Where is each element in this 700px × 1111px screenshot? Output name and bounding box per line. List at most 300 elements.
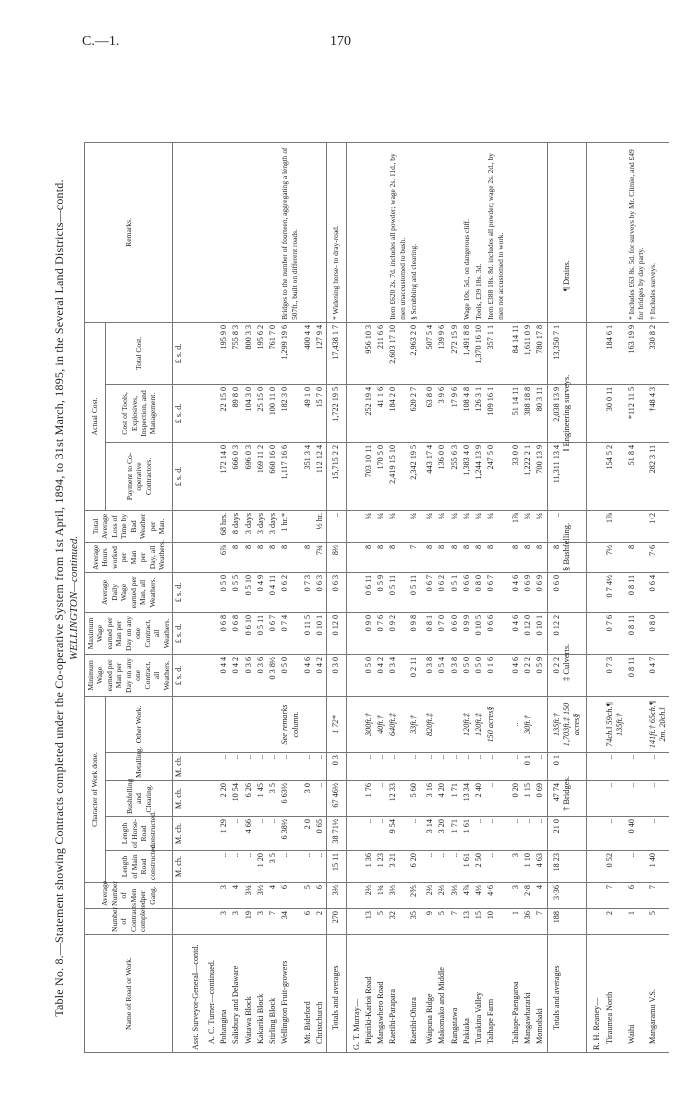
avg-hours: 8 <box>279 542 302 572</box>
totals-label: Totals and averages <box>547 935 587 1053</box>
men-count: 2⅗ <box>408 883 420 909</box>
total-cost: 800 3 3 <box>243 322 255 384</box>
payment: 172 14 0 <box>218 442 230 510</box>
tools-cost: 49 1 0 <box>302 384 314 442</box>
payment: 170 5 0 <box>375 442 387 510</box>
tools-cost: 109 16 1 <box>485 384 506 442</box>
avg-wage: 0 6 11 <box>363 572 375 612</box>
horse-road-length: .. <box>267 817 279 851</box>
other-work <box>314 696 327 752</box>
max-wage: 0 4 6 <box>506 612 522 654</box>
main-road-length: 3 <box>506 851 522 883</box>
max-wage: 0 10 1 <box>534 612 547 654</box>
avg-wage: 0 5 10 <box>243 572 255 612</box>
header-remarks: Remarks. <box>85 142 173 322</box>
avg-wage: 0 6 3 <box>314 572 327 612</box>
total-cost: 195 6 2 <box>255 322 267 384</box>
payment: 351 3 4 <box>302 442 314 510</box>
metal-length: .. <box>449 753 461 781</box>
table-row <box>485 142 506 1052</box>
horse-road-length: .. <box>534 817 547 851</box>
empty-cell <box>587 322 604 384</box>
tools-cost: 25 15 0 <box>255 384 267 442</box>
payment: 696 0 3 <box>243 442 255 510</box>
metal-length: .. <box>243 753 255 781</box>
men-count: 2⅔ <box>436 883 448 909</box>
contract-count: 2 <box>314 909 327 935</box>
units-row <box>173 142 186 1052</box>
time-loss: ¼ <box>420 510 436 542</box>
min-wage: 0 5 4 <box>436 654 448 696</box>
footnote-bushfelling: § Bushfelling. <box>561 522 571 571</box>
main-road-length: 6 20 <box>408 851 420 883</box>
other-work: 820ft.‡ <box>420 696 436 752</box>
avg-wage: 0 6 9 <box>534 572 547 612</box>
other-work <box>255 696 267 752</box>
max-wage: 0 6 8 <box>218 612 230 654</box>
bush-length: 10 54 <box>230 781 242 817</box>
min-wage: 0 5 0 <box>473 654 485 696</box>
totals-metal-length: 0 3 <box>327 753 346 781</box>
avg-hours: 8 <box>436 542 448 572</box>
horse-road-length: 9 54 <box>387 817 408 851</box>
contract-count: 7 <box>449 909 461 935</box>
empty-cell <box>202 322 218 384</box>
row-name: Taihape-Paengaroa <box>506 935 522 1053</box>
payment: 703 10 11 <box>363 442 375 510</box>
empty-cell <box>202 781 218 817</box>
bush-length: 1 76 <box>363 781 375 817</box>
tools-cost: 30 0 11 <box>604 384 627 442</box>
payment: 2,342 19 5 <box>408 442 420 510</box>
table-row <box>267 142 279 1052</box>
max-wage: 0 6 8 <box>230 612 242 654</box>
avg-hours: 8 <box>302 542 314 572</box>
metal-length: .. <box>485 753 506 781</box>
tools-cost: 41 1 6 <box>375 384 387 442</box>
payment: 1,117 16 6 <box>279 442 302 510</box>
payment: 1,244 13 9 <box>473 442 485 510</box>
empty-cell <box>202 510 218 542</box>
horse-road-length: 0 65 <box>314 817 327 851</box>
tools-cost: 100 11 0 <box>267 384 279 442</box>
empty-cell <box>186 909 202 935</box>
time-loss: 8 days <box>230 510 242 542</box>
remark <box>267 142 279 322</box>
total-cost: 127 9 4 <box>314 322 327 384</box>
min-wage: 0 4 2 <box>314 654 327 696</box>
empty-cell <box>587 442 604 510</box>
max-wage: 0 6 10 <box>243 612 255 654</box>
contract-count: 6 <box>302 909 314 935</box>
main-road-length: 1 20 <box>255 851 267 883</box>
empty-cell <box>346 510 363 542</box>
avg-hours: 8 <box>449 542 461 572</box>
time-loss: ¼ <box>522 510 534 542</box>
contract-count: 19 <box>243 909 255 935</box>
unit-money: £ s. d. <box>173 654 186 696</box>
metal-length: .. <box>506 753 522 781</box>
table-subtitle: WELLINGTON—continued. <box>68 535 80 661</box>
empty-cell <box>202 442 218 510</box>
remark <box>522 142 534 322</box>
remark <box>375 142 387 322</box>
avg-wage: 0 5 11 <box>408 572 420 612</box>
totals-main-road-length: 15 11 <box>327 851 346 883</box>
men-count: 5 <box>302 883 314 909</box>
header-character: Character of Work done. <box>85 696 106 882</box>
horse-road-length: 0 40 <box>626 817 647 851</box>
time-loss: 3 days <box>243 510 255 542</box>
main-road-length: 1 23 <box>375 851 387 883</box>
bush-length: 0 20 <box>506 781 522 817</box>
remark: Item £620 2s. 7d. includes all powder; wage 2s. 11d., by men unaccustomed to bush. <box>387 142 408 322</box>
min-wage: 0 4 2 <box>375 654 387 696</box>
max-wage: 0 6 7 <box>267 612 279 654</box>
remark: Bridges to the number of fourteen, aggregating a length of 507ft., built on different roads. <box>279 142 302 322</box>
bush-length: 2 20 <box>218 781 230 817</box>
avg-hours: 8 <box>387 542 408 572</box>
contract-count: 13 <box>461 909 473 935</box>
totals-time-loss: .. <box>327 510 346 542</box>
tools-cost: 3 9 6 <box>436 384 448 442</box>
totals-bush-length: 67 46½ <box>327 781 346 817</box>
contract-count: 3 <box>255 909 267 935</box>
page-number: 170 <box>330 34 351 49</box>
time-loss: 1·2 <box>647 510 670 542</box>
time-loss: ¼ <box>534 510 547 542</box>
main-road-length: .. <box>449 851 461 883</box>
empty-cell <box>587 510 604 542</box>
max-wage: 0 6 0 <box>449 612 461 654</box>
header-min-wage: Minimum Wage earned per Man per Day on any one Contract, all Weathers. <box>85 654 173 696</box>
total-cost: 195 9 0 <box>218 322 230 384</box>
tools-cost: 22 15 0 <box>218 384 230 442</box>
main-road-length: .. <box>243 851 255 883</box>
men-count: 7 <box>647 883 670 909</box>
row-name: Watawa Block <box>243 935 255 1053</box>
tools-cost: 15 7 0 <box>314 384 327 442</box>
tools-cost: 620 2 7 <box>408 384 420 442</box>
time-loss: 3 days <box>267 510 279 542</box>
empty-cell <box>202 696 218 752</box>
row-name: Christchurch <box>314 935 327 1053</box>
main-road-length: .. <box>218 851 230 883</box>
empty-cell <box>202 851 218 883</box>
min-wage: 0 3 6 <box>255 654 267 696</box>
time-loss: ¼ <box>485 510 506 542</box>
avg-wage: 0 6 7 <box>420 572 436 612</box>
avg-wage: 0 5 5 <box>230 572 242 612</box>
header-men: Average Number of Men per Gang. <box>85 883 173 909</box>
main-road-length: 1 36 <box>363 851 375 883</box>
other-work: 120ft.‡ <box>461 696 473 752</box>
horse-road-length: .. <box>522 817 534 851</box>
totals-tools-cost: 1,722 19 5 <box>327 384 346 442</box>
remark: § Scrubbing and clearing. <box>408 142 420 322</box>
min-wage: 0 5 9 <box>534 654 547 696</box>
metal-length: .. <box>267 753 279 781</box>
min-wage: 0 5 0 <box>363 654 375 696</box>
main-road-length: 1 40 <box>647 851 670 883</box>
avg-hours: 8 <box>506 542 522 572</box>
empty-cell <box>346 612 363 654</box>
avg-hours: 8 <box>461 542 473 572</box>
remark <box>255 142 267 322</box>
header-other: Other Work. <box>105 696 173 752</box>
remark: † Includes surveys. <box>647 142 670 322</box>
metal-length: .. <box>375 753 387 781</box>
payment: 660 16 0 <box>267 442 279 510</box>
metal-length: .. <box>461 753 473 781</box>
horse-road-length: .. <box>473 817 485 851</box>
max-wage: 0 11 5 <box>302 612 314 654</box>
empty-cell <box>587 817 604 851</box>
horse-road-length: .. <box>485 817 506 851</box>
metal-length: .. <box>473 753 485 781</box>
empty-cell <box>346 654 363 696</box>
group-heading: R. H. Reaney— <box>587 935 604 1053</box>
main-road-length: 1 10 <box>522 851 534 883</box>
main-road-length: .. <box>420 851 436 883</box>
remark <box>230 142 242 322</box>
totals-other-work: 135ft.† 1,703ft.‡ 150 acres§ <box>547 696 587 752</box>
horse-road-length: .. <box>647 817 670 851</box>
total-cost: 184 6 1 <box>604 322 627 384</box>
totals-time-loss: .. <box>547 510 587 542</box>
empty-cell <box>346 322 363 384</box>
avg-wage: 0 6 6 <box>461 572 473 612</box>
horse-road-length: .. <box>255 817 267 851</box>
contract-count: 5 <box>375 909 387 935</box>
contract-count: 5 <box>647 909 670 935</box>
tools-cost: 388 18 8 <box>522 384 534 442</box>
bush-length: 1 71 <box>449 781 461 817</box>
empty-cell <box>587 142 604 322</box>
avg-wage: 0 6 2 <box>279 572 302 612</box>
footnote-bridges: † Bridges. <box>561 776 571 811</box>
header-horse-road: Length of Horse-Road constructed. <box>105 817 173 851</box>
men-count: 3¾ <box>243 883 255 909</box>
time-loss: ¼ <box>363 510 375 542</box>
avg-hours: 8 <box>485 542 506 572</box>
empty-cell <box>202 612 218 654</box>
avg-hours: 8 <box>230 542 242 572</box>
payment: 33 0 0 <box>506 442 522 510</box>
header-main-road: Length of Main Road constructed. <box>105 851 173 883</box>
bush-length: .. <box>375 781 387 817</box>
avg-wage: 0 6 2 <box>436 572 448 612</box>
metal-length: .. <box>363 753 375 781</box>
time-loss: ¼ <box>387 510 408 542</box>
contract-count: 3 <box>218 909 230 935</box>
metal-length: .. <box>255 753 267 781</box>
main-road-length: 1 61 <box>461 851 473 883</box>
metal-length: .. <box>302 753 314 781</box>
row-name: Waihi <box>626 935 647 1053</box>
other-work <box>449 696 461 752</box>
avg-hours: 8 <box>522 542 534 572</box>
totals-horse-road-length: 21 0 <box>547 817 587 851</box>
other-work <box>436 696 448 752</box>
table-row <box>436 142 448 1052</box>
time-loss: ¼ <box>449 510 461 542</box>
header-actual-cost: Actual Cost. <box>85 322 106 510</box>
avg-hours: 7·6 <box>647 542 670 572</box>
men-count: 2·8 <box>522 883 534 909</box>
other-work: 640ft.‡ <box>387 696 408 752</box>
other-work: 40ft.† <box>375 696 387 752</box>
payment: 136 0 0 <box>436 442 448 510</box>
max-wage: 0 9 0 <box>363 612 375 654</box>
max-wage: 0 8 11 <box>626 612 647 654</box>
unit-metal: M. ch. <box>173 753 186 781</box>
other-work: 30ft.† <box>522 696 534 752</box>
empty-cell <box>587 696 604 752</box>
avg-hours: 8 <box>534 542 547 572</box>
remark: Item £388 18s. 8d. includes all powder; wage 2s. 2d., by men not accustomed to work. <box>485 142 506 322</box>
metal-length: .. <box>420 753 436 781</box>
time-loss: ¼ <box>473 510 485 542</box>
table-row <box>375 142 387 1052</box>
remark <box>506 142 522 322</box>
empty-cell <box>202 542 218 572</box>
contract-count: 3 <box>230 909 242 935</box>
avg-hours: 6⅞ <box>218 542 230 572</box>
avg-wage: 0 7 4½ <box>604 572 627 612</box>
metal-length: .. <box>626 753 647 781</box>
row-name: Kakariki Block <box>255 935 267 1053</box>
totals-payment: 15,715 2 2 <box>327 442 346 510</box>
remark: Wage 10s. 5d., on dangerous cliff. <box>461 142 473 322</box>
bush-length: .. <box>604 781 627 817</box>
empty-cell <box>186 384 202 442</box>
avg-wage: 0 5 9 <box>375 572 387 612</box>
footnote-drains: ¶ Drains. <box>561 260 571 291</box>
main-road-length: .. <box>626 851 647 883</box>
empty-cell <box>346 781 363 817</box>
avg-wage: 0 8 11 <box>626 572 647 612</box>
total-cost: 761 7 0 <box>267 322 279 384</box>
avg-wage: 0 5 0 <box>218 572 230 612</box>
remark <box>534 142 547 322</box>
bush-length: .. <box>314 781 327 817</box>
main-road-length: 3 21 <box>387 851 408 883</box>
header-avg-hours: Average Hours worked per Man per Day, all Weathers. <box>85 542 173 572</box>
bush-length: 3 5 <box>267 781 279 817</box>
men-count: 2⅔ <box>420 883 436 909</box>
empty-cell <box>202 384 218 442</box>
min-wage: 0 7 3 <box>604 654 627 696</box>
metal-length: .. <box>314 753 327 781</box>
tools-cost: *112 11 5 <box>626 384 647 442</box>
min-wage: 0 3 8 <box>449 654 461 696</box>
row-name: Mt. Bideford <box>302 935 314 1053</box>
men-count: 3 <box>506 883 522 909</box>
avg-hours: 8 <box>420 542 436 572</box>
empty-cell <box>346 142 363 322</box>
max-wage: 0 7 6 <box>375 612 387 654</box>
men-count: 3½ <box>255 883 267 909</box>
contract-count: 5 <box>436 909 448 935</box>
main-road-length: 0 52 <box>604 851 627 883</box>
empty-cell <box>186 883 202 909</box>
max-wage: 0 8 1 <box>420 612 436 654</box>
other-work <box>230 696 242 752</box>
total-cost: 507 5 4 <box>420 322 436 384</box>
row-name: Makomako and Middle <box>436 935 448 1053</box>
totals-max-wage: 0 12 2 <box>547 612 587 654</box>
payment: 282 3 11 <box>647 442 670 510</box>
total-cost: 330 8 2 <box>647 322 670 384</box>
min-wage: 0 3 8½ <box>267 654 279 696</box>
main-road-length: .. <box>314 851 327 883</box>
total-cost: 400 4 4 <box>302 322 314 384</box>
contract-count: 36 <box>522 909 534 935</box>
table-row <box>387 142 408 1052</box>
avg-hours: 8 <box>363 542 375 572</box>
main-road-length: .. <box>302 851 314 883</box>
table-row <box>506 142 522 1052</box>
men-count: 4 <box>267 883 279 909</box>
empty-cell <box>346 442 363 510</box>
empty-cell <box>587 384 604 442</box>
bush-length: 3 0 <box>302 781 314 817</box>
table-row <box>534 142 547 1052</box>
avg-wage: 0 4 9 <box>255 572 267 612</box>
contract-count: 10 <box>485 909 506 935</box>
table-row <box>449 142 461 1052</box>
bush-length: 13 34 <box>461 781 473 817</box>
main-road-length: 2 50 <box>473 851 485 883</box>
payment: 154 5 2 <box>604 442 627 510</box>
total-cost: 163 19 9 <box>626 322 647 384</box>
empty-cell <box>202 572 218 612</box>
totals-total-cost: 13,350 7 1 <box>547 322 587 384</box>
empty-cell <box>186 542 202 572</box>
group-heading-row <box>202 142 218 1052</box>
contract-count: 34 <box>279 909 302 935</box>
other-work: 141ft.† 65ch.¶ 2m. 20ch.‖ <box>647 696 670 752</box>
time-loss <box>302 510 314 542</box>
row-name: Salisbury and Delaware <box>230 935 242 1053</box>
header-avg-wage: Average Daily Wage earned per Man, all Weathers. <box>85 572 173 612</box>
unit-money: £ s. d. <box>173 442 186 510</box>
avg-hours: 7½ <box>604 542 627 572</box>
empty-cell <box>346 851 363 883</box>
header-max-wage: Maximum Wage earned per Man per Day on any one Contract, all Weathers. <box>85 612 173 654</box>
tools-cost: 126 3 1 <box>473 384 485 442</box>
empty-cell <box>186 572 202 612</box>
avg-wage: 0 4 6 <box>506 572 522 612</box>
group-heading-row <box>587 142 604 1052</box>
other-work: .. <box>506 696 522 752</box>
min-wage: 0 1 6 <box>485 654 506 696</box>
time-loss: ½ hr. <box>314 510 327 542</box>
time-loss: ¼ <box>408 510 420 542</box>
totals-payment: 11,311 13 4 <box>547 442 587 510</box>
empty-cell <box>202 753 218 781</box>
totals-min-wage: 0 3 0 <box>327 654 346 696</box>
table-row <box>279 142 302 1052</box>
empty-cell <box>186 781 202 817</box>
remark <box>449 142 461 322</box>
min-wage: 0 2 11 <box>408 654 420 696</box>
max-wage: 0 7 4 <box>279 612 302 654</box>
max-wage: 0 5 11 <box>255 612 267 654</box>
empty-cell <box>186 612 202 654</box>
horse-road-length: 3 20 <box>436 817 448 851</box>
